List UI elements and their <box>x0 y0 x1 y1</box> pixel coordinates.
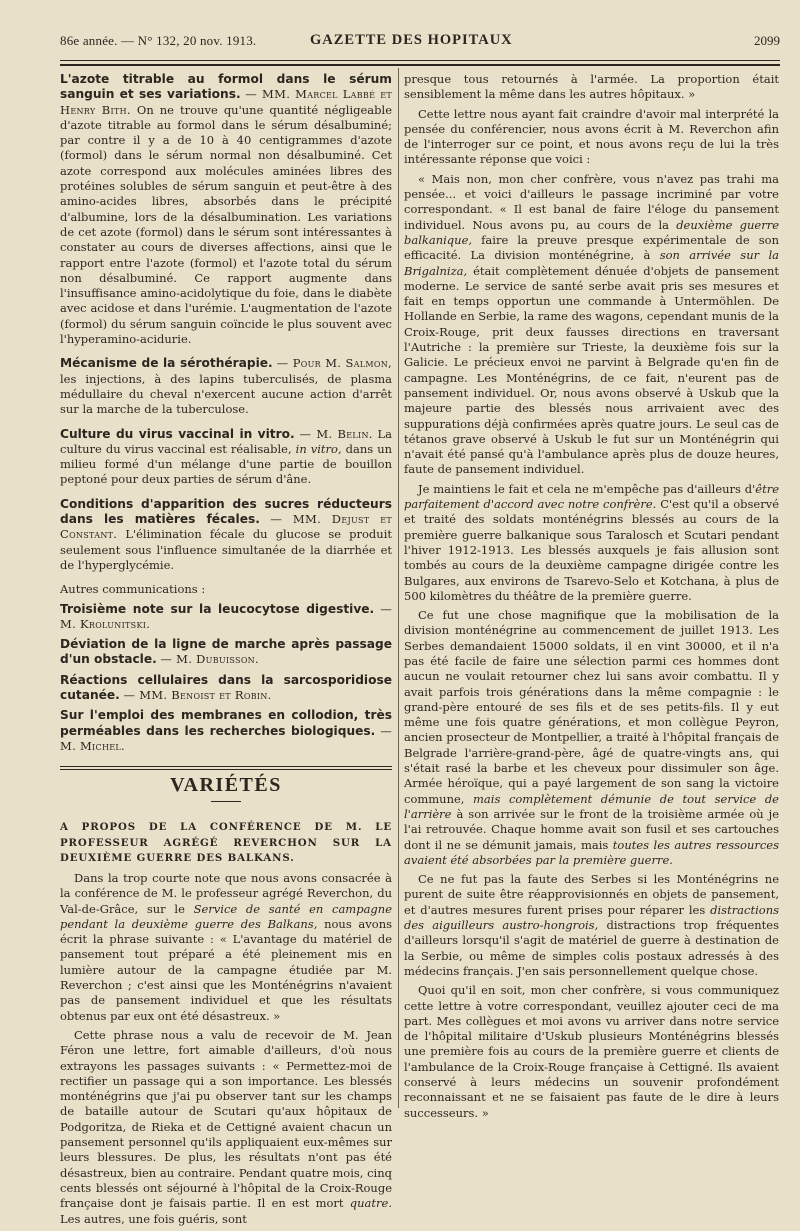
paragraph-italic: son arrivée sur la Brigalniza, <box>404 248 779 278</box>
section-heading: VARIÉTÉS <box>170 774 282 797</box>
left-column <box>60 72 392 1231</box>
entry-authors: — Pour M. Salmon, <box>276 356 392 371</box>
heading-underline <box>211 801 241 802</box>
paragraph-italic: Service de santé en campagne pendant la deuxième guerre des Balkans, <box>60 901 392 931</box>
article-paragraph <box>404 983 779 1121</box>
paragraph-text: presque tous retournés à l'armée. La proportion était sensiblement la même dans les autres hôpitaux. » <box>404 72 779 102</box>
entry-text-italic: in vitro, <box>295 441 342 456</box>
page-header <box>60 33 780 55</box>
entry-text: La culture du virus vaccinal est réalisable, <box>60 426 392 456</box>
article-paragraph <box>404 608 779 868</box>
entry-title: Déviation de la ligne de marche après passage d'un obstacle. <box>60 637 392 667</box>
paragraph-text: Quoi qu'il en soit, mon cher confrère, si vous communiquez cette lettre à votre correspondant, veuillez ajouter ceci de ma part. Mes collègues et moi avons vu arriver dans notre service de l'hôpital militaire d'Uskub plusieurs Monténégrins blessés une première fois au cours de la première guerre et clients de l'ambulance de la Croix-Rouge française à Cettigné. Ils avaient conservé à leurs médecins un souvenir profondément reconnaissant et ne se faisaient pas faute de le dire à leurs successeurs. » <box>404 983 779 1120</box>
entry-text: On ne trouve qu'une quantité négligeable d'azote titrable au formol dans le sérum désalbuminé; par contre il y a de 10 à 40 centigrammes d'azote (formol) dans le sérum normal non désalbuminé. Cet azote correspond aux molécules aminées libres des protéines solubles de sérum sanguin et peut-être à des amino-acides libres, absorbés dans le précipité d'albumine, lors de la désalbumination. Les variations de cet azote (formol) dans le sérum sont intéressantes à constater au cours de diverses affections, ainsi que le rapport entre l'azote (formol) et l'azote total du sérum non désalbuminé. Ce rapport augmente dans l'insuffisance amino-acidolytique du foie, dans le diabète avec acidose et dans l'urémie. L'augmentation de l'azote (formol) du sérum sanguin coïncide le plus souvent avec l'hyperamino-acidurie. <box>60 102 393 347</box>
entry-title: Sur l'emploi des membranes en collodion, très perméables dans les recherches biologiques. <box>60 708 392 738</box>
paragraph-text: était complètement dénuée d'objets de pansement moderne. Le service de santé serbe avait pris ses mesures et fait en temps opportun une commande à Untermöhlen. De Hollande en Serbie, la rame des wagons, cependant munis de la Croix-Rouge, prit deux fausses directions en traversant l'Autriche : la première sur Trieste, la deuxième fois sur la Galicie. Le précieux envoi ne parvint à Belgrade qu'en fin de campagne. Les Monténégrins, de ce fait, n'eurent pas de pansement individuel. Or, nous avons observé à Uskub que la majeure partie des blessés nous arrivaient avec des suppurations déjà confirmées après quatre jours. Le seul cas de tétanos grave observé à Uskub le fut sur un Monténégrin qui n'avait été pansé qu'à l'ambulance après plus de douze heures, faute de pansement individuel. <box>404 263 780 477</box>
article-paragraph <box>404 482 779 604</box>
entry-azote <box>60 72 392 347</box>
paragraph-text: « Mais non, mon cher confrère, vous n'avez pas trahi ma pensée... et voici d'ailleurs le passage incriminé par votre correspondant. « Il est banal de faire l'éloge du pansement individuel. Nous avons pu, au cours de la <box>404 171 779 232</box>
paragraph-italic: toutes les autres ressources avaient été absorbées par la première guerre. <box>404 837 780 867</box>
paragraph-text: Cette lettre nous ayant fait craindre d'avoir mal interprété la pensée du conférencier, nous avons écrit à M. Reverchon afin de l'interroger sur ce point, et nous avons reçu de lui la très intéressante réponse que voici : <box>404 106 779 167</box>
entry-text: les injections, à des lapins tuberculisés, de plasma médullaire du cheval n'exercent aucune action d'arrêt sur la marche de la tuberculose. <box>60 371 392 417</box>
section-rule-bottom <box>60 769 392 770</box>
entry-title: L'azote titrable au formol dans le sérum sanguin et ses variations. <box>60 72 392 102</box>
article-paragraph <box>404 872 779 979</box>
paragraph-italic: quatre. <box>349 1196 392 1211</box>
article-title: A PROPOS DE LA CONFÉRENCE DE M. LE PROFESSEUR AGRÉGÉ REVERCHON SUR LA DEUXIÈME GUERRE DES BALKANS. <box>60 821 392 865</box>
issue-info: 86e année. — N° 132, 20 nov. 1913. <box>60 33 257 48</box>
paragraph-italic: être parfaitement d'accord avec notre confrère. <box>404 481 779 512</box>
entry-authors: — MM. Benoist et Robin. <box>123 687 272 702</box>
article-paragraph <box>60 871 392 1024</box>
paragraph-text: Ce fut une chose magnifique que la mobilisation de la division monténégrine au commencement de juillet 1913. Les Serbes demandaient 15000 soldats, il en vint 30000, et il n'a pas été facile de faire une sélection parmi ces hommes dont aucun ne voulait retourner chez lui sans avoir combattu. Il y avait parfois trois générations dans la même compagnie : le grand-père entouré de ses fils et de ses petits-fils. Il y eut même une fois quatre générations, et mon collègue Peyron, ancien prosecteur de Montpellier, a traité à l'hôpital français de Belgrade l'arrière-grand-père, âgé de quatre-vingts ans, qui s'était rasé la barbe et les cheveux pour dissimuler son âge. Armée héroïque, qui a payé largement de son sang la victoire commune, <box>404 608 779 806</box>
paragraph-text: Ce ne fut pas la faute des Serbes si les Monténégrins ne purent de suite être réapprovisionnés en objets de pansement, et d'autres mesures furent prises pour réparer les <box>404 872 779 917</box>
entry-sucres-reducteurs <box>60 497 392 573</box>
paragraph-text: à son arrivée sur le front de la troisième armée où je l'ai retrouvée. Chaque homme avait son fusil et ses cartouches dont il ne se démunit jamais, mais <box>404 806 779 852</box>
entry-authors: — MM. Dejust et Constant. <box>60 512 392 542</box>
column-separator <box>398 68 399 1108</box>
short-entry <box>60 708 392 754</box>
paragraph-text: Dans la trop courte note que nous avons consacrée à la conférence de M. le professeur agrégé Reverchon, du Val-de-Grâce, sur le <box>60 870 392 916</box>
article-paragraph <box>404 107 779 168</box>
header-rule-top <box>60 60 780 61</box>
entry-title: Troisième note sur la leucocytose digestive. <box>60 601 375 616</box>
entry-virus-vaccinal <box>60 427 392 488</box>
paragraph-italic: mais complètement démunie de tout service de l'arrière <box>404 791 779 821</box>
entry-title: Mécanisme de la sérothérapie. <box>60 356 273 371</box>
article-paragraph <box>60 1028 392 1227</box>
short-entry <box>60 673 392 704</box>
short-entry <box>60 602 392 633</box>
other-communications-label <box>60 582 392 597</box>
page-number: 2099 <box>754 33 780 48</box>
entry-authors: — MM. Marcel Labbé et Henry Bith. <box>60 87 393 117</box>
entry-title: Culture du virus vaccinal in vitro. <box>60 426 295 441</box>
paragraph-italic: distractions des aiguilleurs austro-hongrois, <box>404 902 780 933</box>
right-column <box>404 72 779 1125</box>
entry-authors: — M. Belin. <box>299 426 373 441</box>
paragraph-text: nous avons écrit la phrase suivante : « L'avantage du matériel de pansement tout préparé a été pleinement mis en lumière autour de la campagne étudiée par M. Reverchon ; c'est ainsi que les Monténégrins n'avaient pas de pansement individuel et que les résultats obtenus par eux ont été désastreux. » <box>60 916 393 1023</box>
label-text: Autres communications : <box>60 582 206 597</box>
entry-authors: — M. Krolunitski. <box>60 601 392 631</box>
entry-text: L'élimination fécale du glucose se produit seulement sous l'influence simultanée de la diarrhée et de l'hyperglycémie. <box>60 527 392 572</box>
article-paragraph <box>404 172 779 478</box>
paragraph-italic: deuxième guerre balkanique, <box>404 217 780 247</box>
short-entry <box>60 637 392 668</box>
paragraph-text: faire la preuve presque expérimentale de son efficacité. La division monténégrine, à <box>404 232 780 263</box>
entry-authors: — M. Dubuisson. <box>160 652 259 667</box>
paragraph-text: Je maintiens le fait et cela ne m'empêche pas d'ailleurs d' <box>418 481 756 496</box>
entry-title: Conditions d'apparition des sucres réducteurs dans les matières fécales. <box>60 496 392 527</box>
article-paragraph <box>404 72 779 103</box>
entry-authors: — M. Michel. <box>60 723 393 753</box>
journal-title: GAZETTE DES HOPITAUX <box>310 32 513 48</box>
paragraph-text: Cette phrase nous a valu de recevoir de M. Jean Féron une lettre, fort aimable d'ailleurs, d'où nous extrayons les passages suivants : « Permettez-moi de rectifier un passage qui a son importance. Les blessés monténégrins que j'ai pu observer tant sur les champs de bataille autour de Scutari qu'aux hôpitaux de Podgoritza, de Rieka et de Cettigné avaient chacun un pansement personnel qu'ils appliquaient eux-mêmes sur leurs blessures. De plus, les résultats n'ont pas été désastreux, bien au contraire. Pendant quatre mois, cinq cents blessés ont séjourné à l'hôpital de la Croix-Rouge française dont je faisais partie. Il en est mort <box>60 1027 392 1211</box>
paragraph-text: distractions trop fréquentes d'ailleurs lorsqu'il s'agit de matériel de guerre à destination de la Serbie, ou même de simples colis postaux adressés à des médecins français. J'en sais personnellement quelque chose. <box>404 918 779 978</box>
entry-text: dans un milieu formé d'un mélange d'une partie de bouillon peptoné pour deux parties de sérum d'âne. <box>60 441 393 487</box>
paragraph-text: C'est qu'il a observé et traité des soldats monténégrins blessés au cours de la première guerre balkanique sous Taralosch et Scutari pendant l'hiver 1912-1913. Les blessés auxquels je fais allusion sont tombés au cours de la deuxième campagne dirigée contre les Bulgares, aux environs de Tsarevo-Selo et Kotchana, à plus de 500 kilomètres du théâtre de la première guerre. <box>404 497 779 603</box>
section-rule-top <box>60 766 392 767</box>
paragraph-text: Les autres, une fois guéris, sont <box>60 1211 247 1226</box>
entry-serotherapie <box>60 356 392 417</box>
entry-title: Réactions cellulaires dans la sarcosporidiose cutanée. <box>60 672 392 702</box>
header-rule-bottom <box>60 64 780 66</box>
